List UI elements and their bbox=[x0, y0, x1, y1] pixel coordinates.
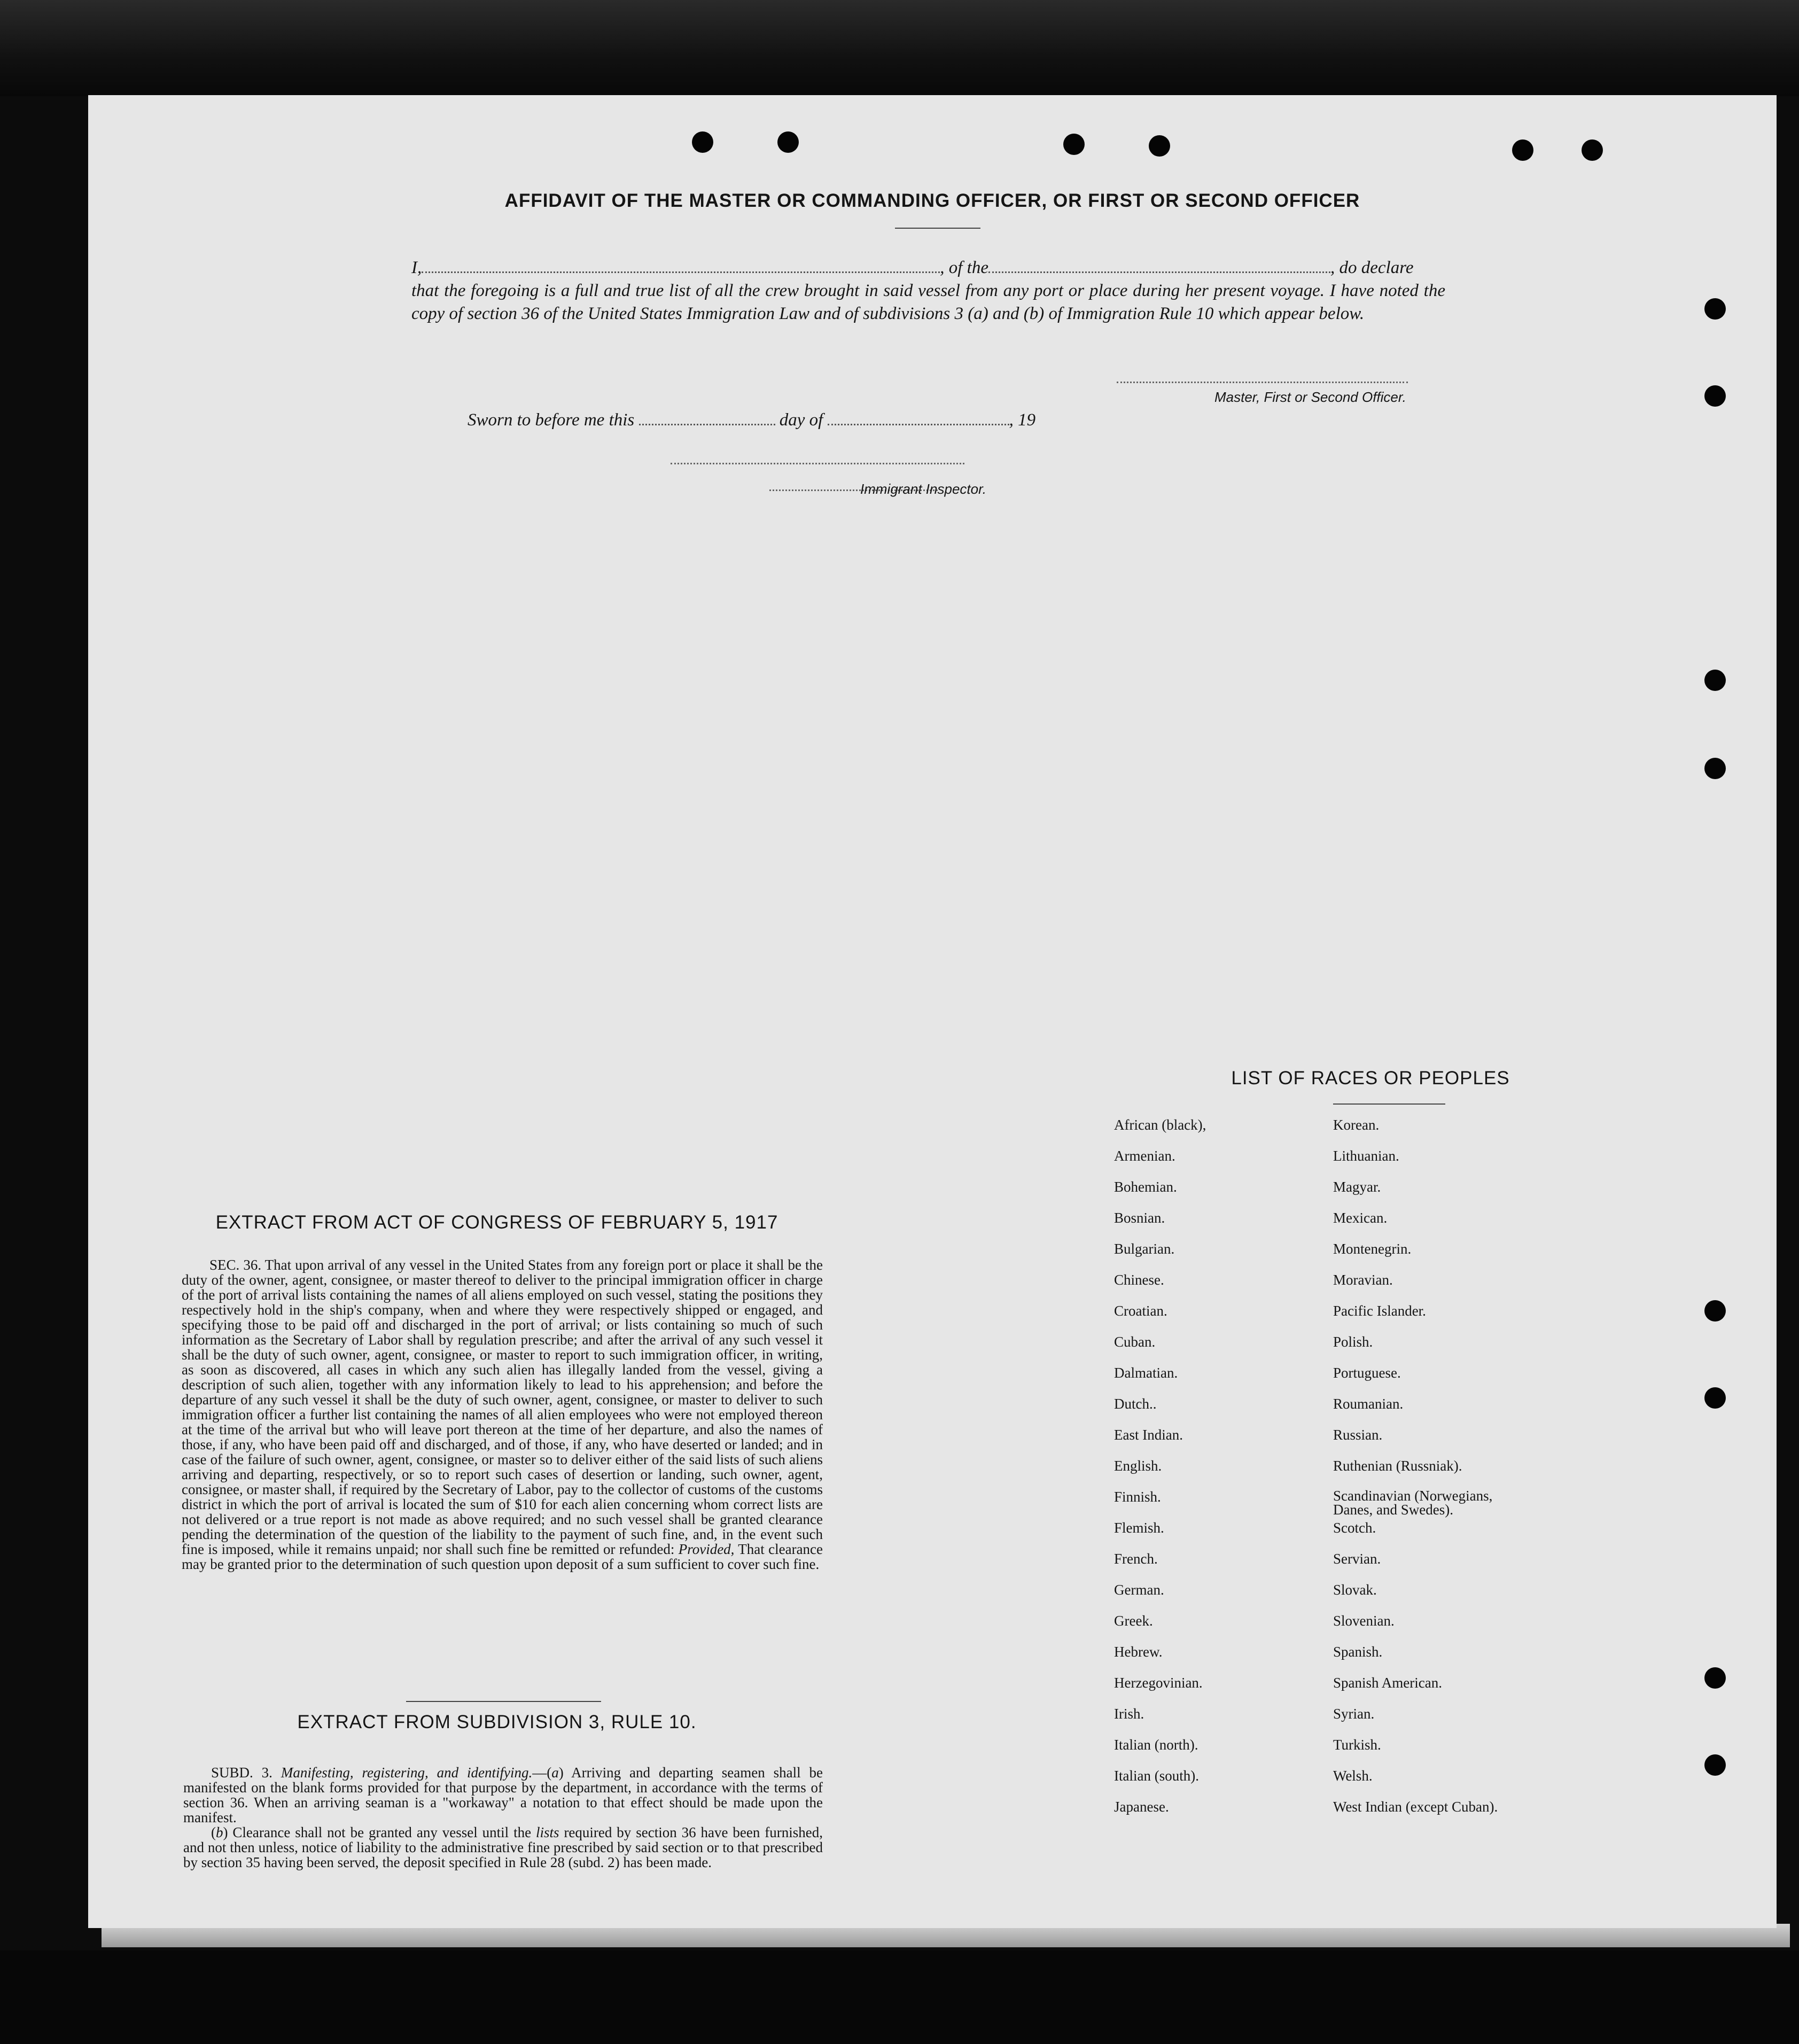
race-item: Greek. bbox=[1114, 1613, 1153, 1629]
lists-word: lists bbox=[535, 1824, 559, 1840]
punch-hole bbox=[1704, 298, 1726, 320]
race-item: Lithuanian. bbox=[1333, 1148, 1399, 1164]
race-item: Dutch.. bbox=[1114, 1396, 1157, 1412]
race-item: Mexican. bbox=[1333, 1210, 1388, 1226]
affidavit-body: that the foregoing is a full and true list of all the crew brought in said vessel from any port or place during her present voyage. I have noted the copy of section 36 of the United States Immigration Law and of subdivisions 3 (a) and (b) of Immigration Rule 10 which appear below. bbox=[411, 281, 1445, 323]
affidavit-do-declare: , do declare bbox=[1330, 258, 1414, 277]
year-prefix: , 19 bbox=[1009, 410, 1036, 430]
race-item: Slovak. bbox=[1333, 1582, 1377, 1598]
race-item: Spanish. bbox=[1333, 1644, 1383, 1660]
race-item: Scandinavian (Norwegians, Danes, and Swedes). bbox=[1333, 1488, 1493, 1518]
affidavit-i: I, bbox=[411, 258, 422, 277]
race-item: Moravian. bbox=[1333, 1272, 1393, 1288]
punch-hole bbox=[777, 131, 799, 153]
punch-hole bbox=[692, 131, 713, 153]
race-item: Magyar. bbox=[1333, 1179, 1381, 1195]
race-item: Japanese. bbox=[1114, 1799, 1169, 1815]
paren: ( bbox=[211, 1824, 216, 1840]
inspector-signature-line-upper[interactable] bbox=[671, 463, 964, 464]
race-item: Slovenian. bbox=[1333, 1613, 1395, 1629]
punch-hole bbox=[1512, 139, 1533, 161]
race-item: Finnish. bbox=[1114, 1489, 1161, 1505]
race-item: Portuguese. bbox=[1333, 1365, 1401, 1381]
punch-hole bbox=[1704, 385, 1726, 407]
race-item: Cuban. bbox=[1114, 1334, 1156, 1350]
scan-border-bottom bbox=[0, 1950, 1799, 2044]
affidavit-title: AFFIDAVIT OF THE MASTER OR COMMANDING OFFICER, OR FIRST OR SECOND OFFICER bbox=[504, 190, 1360, 211]
section-36-text: SEC. 36. That upon arrival of any vessel in the United States from any foreign port or place it shall be the duty of the owner, agent, consignee, or master thereof to deliver to the principal immigration officer in charge of the port of arrival lists containing the names of all aliens employed on such vessel, stating the positions they respectively hold in the ship's company, when and where they were respectively shipped or engaged, and specifying those to be paid off and discharged in the port of arrival; or lists containing so much of such information as the Secretary of Labor shall by regulation prescribe; and after the arrival of any such vessel it shall be the duty of such owner, agent, consignee, or master to report to such immigration officer, in writing, as soon as discovered, all cases in which any such alien has illegally landed from the vessel, giving a description of such alien, together with any information likely to lead to his apprehension; and before the departure of any such vessel it shall be the duty of such owner, agent, consignee, or master to deliver to such immigration officer a further list containing the names of all alien employees who were not employed thereon at the time of the arrival but who will leave port thereon at the time of her departure, and also the names of those, if any, who have been paid off and discharged, and of those, if any, who have deserted or landed; and in case of the failure of such owner, agent, consignee, or master so to deliver either of the said lists of such aliens arriving and departing, respectively, or so to report such cases of desertion or landing, such owner, agent, consignee, or master shall, if required by the Secretary of Labor, pay to the collector of customs of the customs district in which the port of arrival is located the sum of $10 for each alien concerning whom correct lists are not delivered or a true report is not made as above required; and no such vessel shall be granted clearance pending the determination of the question of the liability to the payment of such fine, and, in the event such fine is imposed, while it remains unpaid; nor shall such fine be remitted or refunded: bbox=[182, 1257, 823, 1557]
punch-hole bbox=[1704, 758, 1726, 779]
race-item: Turkish. bbox=[1333, 1737, 1381, 1753]
affidavit-of-the: , of the bbox=[940, 258, 988, 277]
races-right-column bbox=[1333, 1117, 1600, 1830]
race-item: Dalmatian. bbox=[1114, 1365, 1178, 1381]
race-item: Italian (south). bbox=[1114, 1768, 1199, 1784]
subd-b-text-1: ) Clearance shall not be granted any vessel until the bbox=[223, 1824, 532, 1840]
master-signature-line[interactable] bbox=[1117, 382, 1408, 383]
punch-hole bbox=[1704, 1387, 1726, 1409]
extract-rule-title: EXTRACT FROM SUBDIVISION 3, RULE 10. bbox=[297, 1712, 697, 1732]
item-b: b bbox=[216, 1824, 223, 1840]
day-of-label: day of bbox=[779, 410, 823, 430]
race-item: Montenegrin. bbox=[1333, 1241, 1412, 1257]
section-divider bbox=[406, 1701, 601, 1702]
subd-b-text-2: required by section 36 have been furnished, and not then unless, notice of liability to the administrative fine prescribed by said section or to that prescribed by section 35 having been served, the deposit specified in Rule 28 (subd. 2) has been made. bbox=[183, 1824, 823, 1870]
punch-hole bbox=[1063, 134, 1085, 155]
punch-hole bbox=[1582, 139, 1603, 161]
race-item: Roumanian. bbox=[1333, 1396, 1404, 1412]
punch-hole bbox=[1704, 670, 1726, 691]
race-item: Polish. bbox=[1333, 1334, 1373, 1350]
race-item: English. bbox=[1114, 1458, 1162, 1474]
race-item: Bulgarian. bbox=[1114, 1241, 1175, 1257]
races-title: LIST OF RACES OR PEOPLES bbox=[1231, 1068, 1510, 1089]
title-rule bbox=[1333, 1103, 1445, 1105]
extract-act-title: EXTRACT FROM ACT OF CONGRESS OF FEBRUARY 5, 1917 bbox=[215, 1212, 778, 1233]
dash: —( bbox=[532, 1765, 552, 1781]
race-item: French. bbox=[1114, 1551, 1158, 1567]
race-item: Ruthenian (Russniak). bbox=[1333, 1458, 1462, 1474]
race-item: Welsh. bbox=[1333, 1768, 1373, 1784]
race-item: Bohemian. bbox=[1114, 1179, 1177, 1195]
race-item: Pacific Islander. bbox=[1333, 1303, 1426, 1319]
vessel-blank[interactable] bbox=[988, 260, 1330, 273]
punch-hole bbox=[1704, 1300, 1726, 1322]
sworn-month-blank[interactable] bbox=[828, 412, 1009, 425]
race-item: Servian. bbox=[1333, 1551, 1381, 1567]
punch-hole bbox=[1149, 135, 1170, 157]
subd-lead: SUBD. 3. bbox=[211, 1765, 272, 1781]
provided-word: Provided, bbox=[678, 1541, 735, 1557]
title-rule bbox=[895, 228, 980, 229]
affidavit-paragraph bbox=[411, 257, 1445, 325]
race-item: Bosnian. bbox=[1114, 1210, 1165, 1226]
race-item: Russian. bbox=[1333, 1427, 1383, 1443]
sworn-prefix: Sworn to before me this bbox=[468, 410, 635, 430]
race-item: Italian (north). bbox=[1114, 1737, 1198, 1753]
name-blank[interactable] bbox=[422, 260, 940, 273]
item-a: a bbox=[551, 1765, 559, 1781]
sworn-day-blank[interactable] bbox=[639, 412, 775, 425]
document-page bbox=[88, 95, 1777, 1928]
sworn-line bbox=[468, 410, 1035, 430]
inspector-caption: Immigrant Inspector. bbox=[860, 481, 987, 497]
race-item: Chinese. bbox=[1114, 1272, 1164, 1288]
master-caption: Master, First or Second Officer. bbox=[1214, 389, 1406, 405]
subd-heading: Manifesting, registering, and identifying. bbox=[281, 1765, 533, 1781]
race-item: Spanish American. bbox=[1333, 1675, 1442, 1691]
extract-rule-text bbox=[183, 1765, 823, 1870]
race-item: Herzegovinian. bbox=[1114, 1675, 1203, 1691]
race-item: West Indian (except Cuban). bbox=[1333, 1799, 1498, 1815]
race-item: Hebrew. bbox=[1114, 1644, 1163, 1660]
race-item: German. bbox=[1114, 1582, 1164, 1598]
race-item: African (black), bbox=[1114, 1117, 1206, 1133]
race-item: East Indian. bbox=[1114, 1427, 1183, 1443]
race-item: Syrian. bbox=[1333, 1706, 1375, 1722]
section-36-text-end: That clearance may be granted prior to the determination of such question upon deposit of a sum sufficient to cover such fine. bbox=[182, 1541, 823, 1572]
race-item: Irish. bbox=[1114, 1706, 1144, 1722]
subd-a-text: ) Arriving and departing seamen shall be manifested on the blank forms provided for that purpose by the department, in accordance with the terms of section 36. When an arriving seaman is a "workaway" a notation to that effect should be made upon the manifest. bbox=[183, 1765, 823, 1825]
race-item: Scotch. bbox=[1333, 1520, 1376, 1536]
race-item: Armenian. bbox=[1114, 1148, 1175, 1164]
race-item: Croatian. bbox=[1114, 1303, 1167, 1319]
race-item: Korean. bbox=[1333, 1117, 1380, 1133]
punch-hole bbox=[1704, 1754, 1726, 1776]
extract-act-text bbox=[182, 1257, 823, 1572]
scan-border-top bbox=[0, 0, 1799, 96]
race-item: Flemish. bbox=[1114, 1520, 1164, 1536]
punch-hole bbox=[1704, 1667, 1726, 1689]
